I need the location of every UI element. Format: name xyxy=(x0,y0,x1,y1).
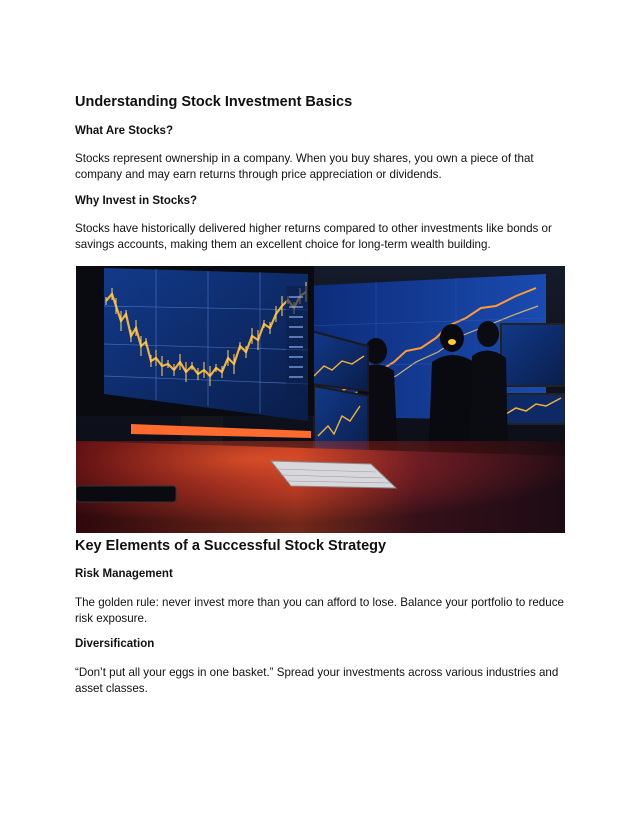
section-heading-why-invest: Why Invest in Stocks? xyxy=(75,195,198,207)
element-heading-diversification: Diversification xyxy=(75,638,155,650)
section-text-what-are-stocks: Stocks represent ownership in a company. When you buy shares, you own a piece of that company and may earn returns through price appreciation or dividends. xyxy=(75,152,534,181)
trading-room-photo xyxy=(76,266,565,533)
element-text-diversification: “Don’t put all your eggs in one basket.” Spread your investments across various industries and asset classes. xyxy=(75,666,559,695)
element-heading-risk-management: Risk Management xyxy=(75,568,173,580)
document-title: Understanding Stock Investment Basics xyxy=(75,94,353,110)
subtitle: Key Elements of a Successful Stock Strategy xyxy=(75,538,387,554)
section-heading-what-are-stocks: What Are Stocks? xyxy=(75,125,173,137)
element-text-risk-management: The golden rule: never invest more than you can afford to lose. Balance your portfolio to reduce risk exposure. xyxy=(75,596,564,625)
section-text-why-invest: Stocks have historically delivered higher returns compared to other investments like bonds or savings accounts, making them an excellent choice for long-term wealth building. xyxy=(75,222,552,251)
